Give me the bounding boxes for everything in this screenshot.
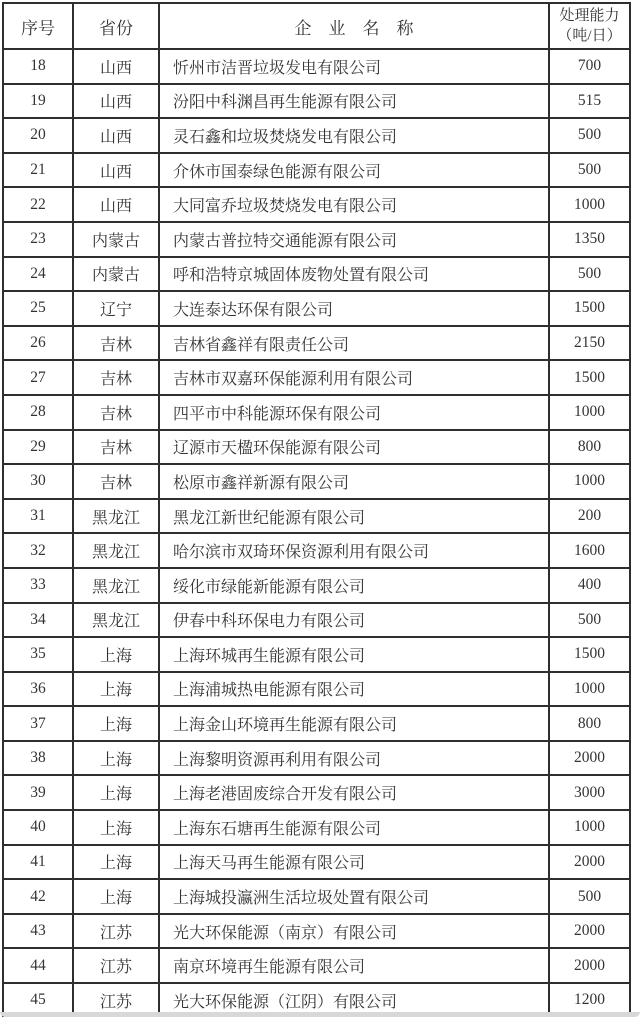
table-row xyxy=(3,118,630,153)
table-row xyxy=(3,430,630,465)
row-number-cell: 38 xyxy=(3,741,73,776)
row-number-cell: 32 xyxy=(3,533,73,568)
table-row xyxy=(3,637,630,672)
province-cell: 吉林 xyxy=(73,326,159,361)
province-cell: 山西 xyxy=(73,118,159,153)
row-number-cell: 42 xyxy=(3,879,73,914)
company-cell: 辽源市天楹环保能源有限公司 xyxy=(159,430,549,465)
company-cell: 上海老港固废综合开发有限公司 xyxy=(159,775,549,810)
capacity-cell: 1600 xyxy=(549,533,630,568)
capacity-cell: 1000 xyxy=(549,810,630,845)
province-cell: 吉林 xyxy=(73,360,159,395)
company-cell: 光大环保能源（江阴）有限公司 xyxy=(159,983,549,1017)
company-cell: 光大环保能源（南京）有限公司 xyxy=(159,914,549,949)
capacity-cell: 800 xyxy=(549,706,630,741)
table-row xyxy=(3,153,630,188)
table-row xyxy=(3,914,630,949)
row-number-cell: 27 xyxy=(3,360,73,395)
header-row xyxy=(3,3,630,49)
header-cell-capacity xyxy=(549,3,630,49)
province-cell: 吉林 xyxy=(73,395,159,430)
row-number-cell: 44 xyxy=(3,948,73,983)
capacity-cell: 500 xyxy=(549,118,630,153)
table-row xyxy=(3,810,630,845)
company-cell: 灵石鑫和垃圾焚烧发电有限公司 xyxy=(159,118,549,153)
capacity-cell: 500 xyxy=(549,879,630,914)
capacity-table xyxy=(2,2,631,1017)
table-row xyxy=(3,568,630,603)
table-row xyxy=(3,257,630,292)
row-number-cell: 35 xyxy=(3,637,73,672)
company-cell: 四平市中科能源环保有限公司 xyxy=(159,395,549,430)
row-number-cell: 28 xyxy=(3,395,73,430)
capacity-cell: 2000 xyxy=(549,845,630,880)
row-number-cell: 36 xyxy=(3,672,73,707)
company-cell: 伊春中科环保电力有限公司 xyxy=(159,603,549,638)
company-cell: 大同富乔垃圾焚烧发电有限公司 xyxy=(159,187,549,222)
table-row xyxy=(3,672,630,707)
company-cell: 黑龙江新世纪能源有限公司 xyxy=(159,499,549,534)
capacity-cell: 2000 xyxy=(549,948,630,983)
header-cell-number: 序号 xyxy=(3,3,73,49)
table-row xyxy=(3,360,630,395)
capacity-cell: 700 xyxy=(549,49,630,84)
company-cell: 上海黎明资源再利用有限公司 xyxy=(159,741,549,776)
capacity-cell: 2000 xyxy=(549,914,630,949)
company-cell: 内蒙古普拉特交通能源有限公司 xyxy=(159,222,549,257)
row-number-cell: 18 xyxy=(3,49,73,84)
row-number-cell: 25 xyxy=(3,291,73,326)
province-cell: 山西 xyxy=(73,153,159,188)
capacity-cell: 500 xyxy=(549,153,630,188)
table-body xyxy=(3,49,630,1017)
table-row xyxy=(3,222,630,257)
header-cell-province: 省份 xyxy=(73,3,159,49)
capacity-cell: 400 xyxy=(549,568,630,603)
table-row xyxy=(3,291,630,326)
province-cell: 黑龙江 xyxy=(73,533,159,568)
capacity-header-line1: 处理能力 xyxy=(559,7,620,24)
table-row xyxy=(3,741,630,776)
capacity-cell: 1200 xyxy=(549,983,630,1017)
company-cell: 绥化市绿能新能源有限公司 xyxy=(159,568,549,603)
company-cell: 大连泰达环保有限公司 xyxy=(159,291,549,326)
province-cell: 山西 xyxy=(73,49,159,84)
table-row xyxy=(3,84,630,119)
company-cell: 上海城投瀛洲生活垃圾处置有限公司 xyxy=(159,879,549,914)
capacity-cell: 1500 xyxy=(549,291,630,326)
table-row xyxy=(3,533,630,568)
capacity-cell: 200 xyxy=(549,499,630,534)
capacity-cell: 2150 xyxy=(549,326,630,361)
row-number-cell: 33 xyxy=(3,568,73,603)
row-number-cell: 43 xyxy=(3,914,73,949)
company-cell: 上海环城再生能源有限公司 xyxy=(159,637,549,672)
capacity-cell: 1000 xyxy=(549,395,630,430)
table-row xyxy=(3,49,630,84)
table-row xyxy=(3,603,630,638)
province-cell: 辽宁 xyxy=(73,291,159,326)
table-row xyxy=(3,464,630,499)
company-cell: 介休市国泰绿色能源有限公司 xyxy=(159,153,549,188)
company-cell: 上海金山环境再生能源有限公司 xyxy=(159,706,549,741)
row-number-cell: 37 xyxy=(3,706,73,741)
row-number-cell: 20 xyxy=(3,118,73,153)
province-cell: 吉林 xyxy=(73,430,159,465)
row-number-cell: 22 xyxy=(3,187,73,222)
capacity-cell: 1500 xyxy=(549,360,630,395)
row-number-cell: 26 xyxy=(3,326,73,361)
province-cell: 上海 xyxy=(73,845,159,880)
company-cell: 汾阳中科渊昌再生能源有限公司 xyxy=(159,84,549,119)
row-number-cell: 41 xyxy=(3,845,73,880)
capacity-cell: 1000 xyxy=(549,187,630,222)
capacity-cell: 500 xyxy=(549,257,630,292)
company-cell: 松原市鑫祥新源有限公司 xyxy=(159,464,549,499)
company-cell: 呼和浩特京城固体废物处置有限公司 xyxy=(159,257,549,292)
row-number-cell: 19 xyxy=(3,84,73,119)
table-header xyxy=(3,3,630,49)
province-cell: 上海 xyxy=(73,775,159,810)
table-row xyxy=(3,845,630,880)
header-cell-company: 企 业 名 称 xyxy=(159,3,549,49)
province-cell: 山西 xyxy=(73,187,159,222)
province-cell: 内蒙古 xyxy=(73,257,159,292)
company-cell: 吉林市双嘉环保能源利用有限公司 xyxy=(159,360,549,395)
province-cell: 内蒙古 xyxy=(73,222,159,257)
capacity-cell: 1000 xyxy=(549,464,630,499)
capacity-cell: 1000 xyxy=(549,672,630,707)
company-cell: 上海东石塘再生能源有限公司 xyxy=(159,810,549,845)
row-number-cell: 31 xyxy=(3,499,73,534)
company-cell: 哈尔滨市双琦环保资源利用有限公司 xyxy=(159,533,549,568)
province-cell: 江苏 xyxy=(73,914,159,949)
province-cell: 上海 xyxy=(73,741,159,776)
row-number-cell: 45 xyxy=(3,983,73,1017)
company-cell: 吉林省鑫祥有限责任公司 xyxy=(159,326,549,361)
capacity-cell: 500 xyxy=(549,603,630,638)
province-cell: 上海 xyxy=(73,706,159,741)
capacity-cell: 800 xyxy=(549,430,630,465)
table-row xyxy=(3,706,630,741)
row-number-cell: 23 xyxy=(3,222,73,257)
province-cell: 上海 xyxy=(73,637,159,672)
province-cell: 江苏 xyxy=(73,948,159,983)
province-cell: 上海 xyxy=(73,810,159,845)
image-bottom-edge xyxy=(0,1012,640,1017)
province-cell: 黑龙江 xyxy=(73,603,159,638)
table-row xyxy=(3,395,630,430)
capacity-cell: 1500 xyxy=(549,637,630,672)
province-cell: 上海 xyxy=(73,672,159,707)
company-cell: 南京环境再生能源有限公司 xyxy=(159,948,549,983)
province-cell: 黑龙江 xyxy=(73,568,159,603)
capacity-cell: 2000 xyxy=(549,741,630,776)
province-cell: 山西 xyxy=(73,84,159,119)
capacity-cell: 3000 xyxy=(549,775,630,810)
company-cell: 忻州市洁晋垃圾发电有限公司 xyxy=(159,49,549,84)
row-number-cell: 24 xyxy=(3,257,73,292)
row-number-cell: 21 xyxy=(3,153,73,188)
table-row xyxy=(3,948,630,983)
capacity-cell: 1350 xyxy=(549,222,630,257)
province-cell: 黑龙江 xyxy=(73,499,159,534)
row-number-cell: 29 xyxy=(3,430,73,465)
table-row xyxy=(3,326,630,361)
province-cell: 江苏 xyxy=(73,983,159,1017)
row-number-cell: 30 xyxy=(3,464,73,499)
row-number-cell: 40 xyxy=(3,810,73,845)
table-row xyxy=(3,879,630,914)
table-row xyxy=(3,775,630,810)
table-row xyxy=(3,187,630,222)
province-cell: 上海 xyxy=(73,879,159,914)
row-number-cell: 34 xyxy=(3,603,73,638)
company-cell: 上海天马再生能源有限公司 xyxy=(159,845,549,880)
capacity-cell: 515 xyxy=(549,84,630,119)
province-cell: 吉林 xyxy=(73,464,159,499)
company-cell: 上海浦城热电能源有限公司 xyxy=(159,672,549,707)
capacity-header-line2: （吨/日） xyxy=(557,28,622,44)
row-number-cell: 39 xyxy=(3,775,73,810)
table-row xyxy=(3,499,630,534)
